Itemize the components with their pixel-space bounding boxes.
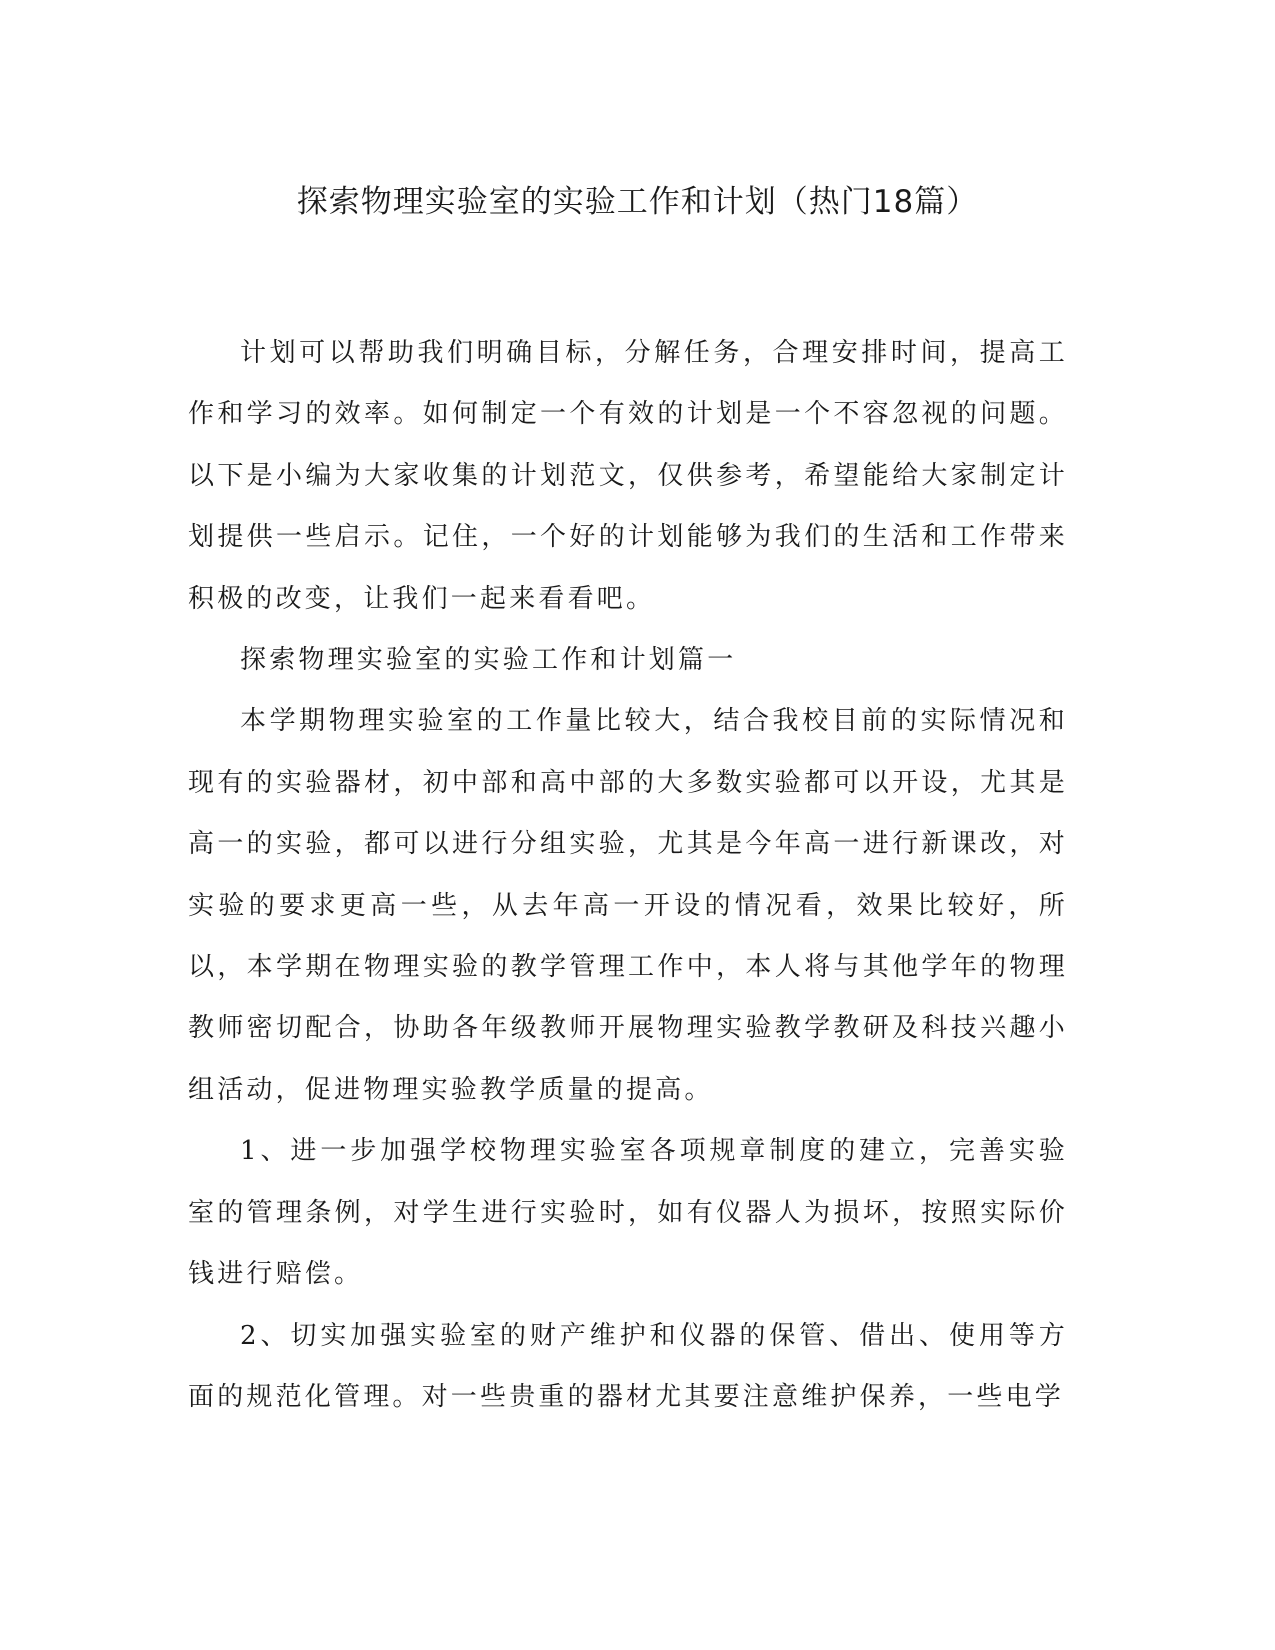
list-item-1: 1、进一步加强学校物理实验室各项规章制度的建立，完善实验室的管理条例，对学生进行实验时，如有仪器人为损坏，按照实际价钱进行赔偿。 — [188, 1136, 1068, 1290]
body-paragraph: 本学期物理实验室的工作量比较大，结合我校目前的实际情况和现有的实验器材，初中部和高中部的大多数实验都可以开设，尤其是高一的实验，都可以进行分组实验，尤其是今年高一进行新课改，对实验的要求更高一些，从去年高一开设的情况看，效果比较好，所以，本学期在物理实验的教学管理工作中，本人将与其他学年的物理教师密切配合，协助各年级教师开展物理实验教学教研及科技兴趣小组活动，促进物理实验教学质量的提高。 — [188, 706, 1068, 1105]
section-heading: 探索物理实验室的实验工作和计划篇一 — [240, 645, 737, 676]
document-body — [188, 323, 1068, 1428]
intro-paragraph: 计划可以帮助我们明确目标，分解任务，合理安排时间，提高工作和学习的效率。如何制定一个有效的计划是一个不容忽视的问题。以下是小编为大家收集的计划范文，仅供参考，希望能给大家制定计划提供一些启示。记住，一个好的计划能够为我们的生活和工作带来积极的改变，让我们一起来看看吧。 — [188, 338, 1068, 614]
list-item-2: 2、切实加强实验室的财产维护和仪器的保管、借出、使用等方面的规范化管理。对一些贵重的器材尤其要注意维护保养，一些电学 — [188, 1320, 1068, 1412]
document-title: 探索物理实验室的实验工作和计划（热门18篇） — [296, 184, 979, 220]
